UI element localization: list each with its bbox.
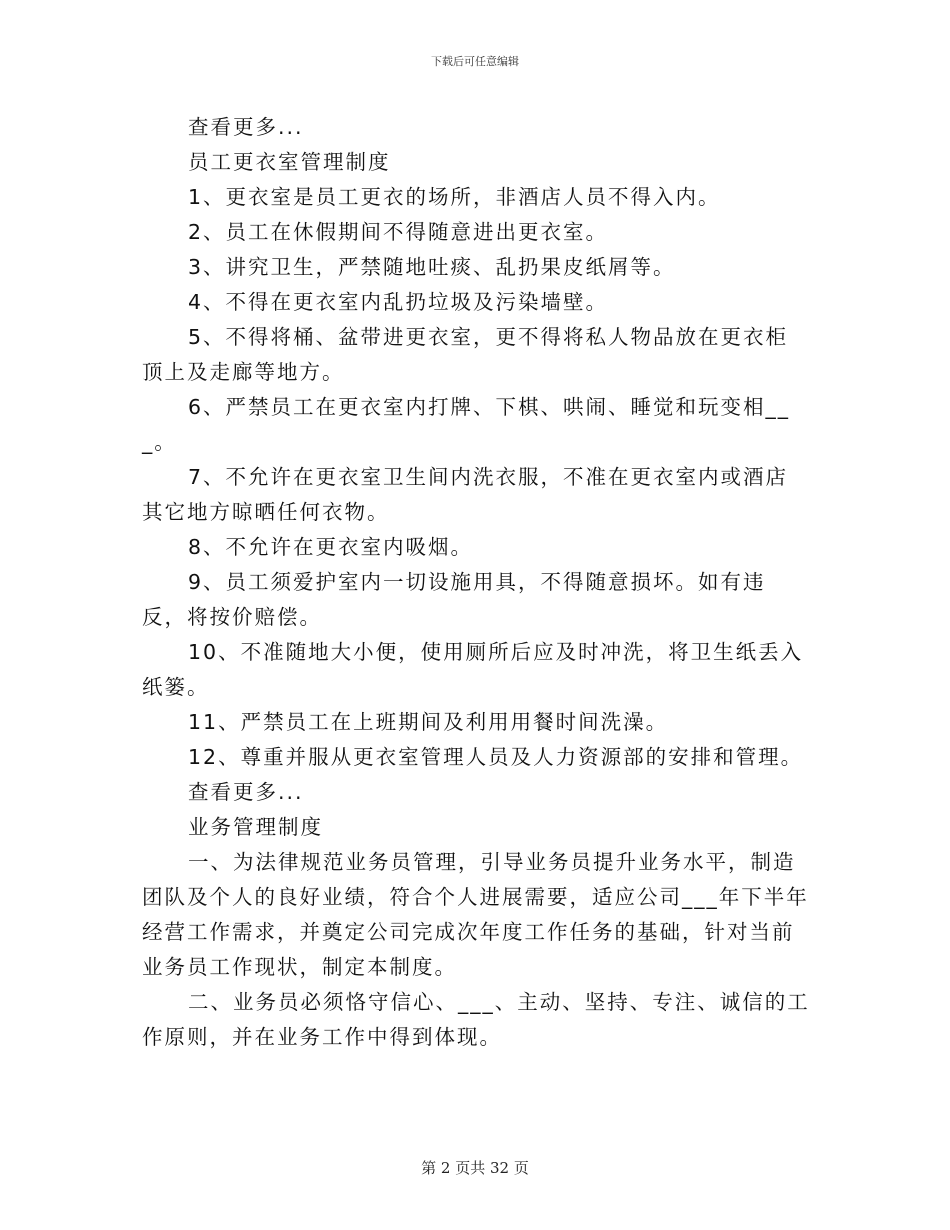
paragraph: 3、讲究卫生，严禁随地吐痰、乱扔果皮纸屑等。 bbox=[188, 255, 676, 279]
page-number: 第 2 页共 32 页 bbox=[421, 1159, 529, 1177]
paragraph: 4、不得在更衣室内乱扔垃圾及污染墙壁。 bbox=[188, 290, 609, 314]
paragraph: 1、更衣室是员工更衣的场所，非酒店人员不得入内。 bbox=[188, 185, 721, 209]
section-title: 业务管理制度 bbox=[188, 815, 323, 839]
paragraph: 9、员工须爱护室内一切设施用具，不得随意损坏。如有违反，将按价赔偿。 bbox=[142, 570, 766, 629]
paragraph: 2、员工在休假期间不得随意进出更衣室。 bbox=[188, 220, 609, 244]
paragraph: 8、不允许在更衣室内吸烟。 bbox=[188, 535, 474, 559]
paragraph: 12、尊重并服从更衣室管理人员及人力资源部的安排和管理。 bbox=[188, 745, 804, 769]
view-more-link[interactable]: 查看更多... bbox=[188, 115, 304, 139]
paragraph: 7、不允许在更衣室卫生间内洗衣服，不准在更衣室内或酒店其它地方晾晒任何衣物。 bbox=[142, 465, 789, 524]
paragraph: 一、为法律规范业务员管理，引导业务员提升业务水平，制造团队及个人的良好业绩，符合个人进展需要，适应公司___年下半年经营工作需求，并奠定公司完成次年度工作任务的基础，针对当前业务员工作现状，制定本制度。 bbox=[142, 850, 809, 979]
paragraph: 10、不准随地大小便，使用厕所后应及时冲洗，将卫生纸丢入纸篓。 bbox=[142, 640, 804, 699]
section-title: 员工更衣室管理制度 bbox=[188, 150, 391, 174]
document-body bbox=[142, 110, 810, 1055]
paragraph: 5、不得将桶、盆带进更衣室，更不得将私人物品放在更衣柜顶上及走廊等地方。 bbox=[142, 325, 789, 384]
paragraph: 二、业务员必须恪守信心、___、主动、坚持、专注、诚信的工作原则，并在业务工作中得到体现。 bbox=[142, 990, 810, 1049]
view-more-link[interactable]: 查看更多... bbox=[188, 780, 304, 804]
paragraph: 6、严禁员工在更衣室内打牌、下棋、哄闹、睡觉和玩变相___。 bbox=[142, 395, 791, 454]
paragraph: 11、严禁员工在上班期间及利用用餐时间洗澡。 bbox=[188, 710, 669, 734]
page-header: 下载后可任意编辑 bbox=[431, 55, 519, 68]
